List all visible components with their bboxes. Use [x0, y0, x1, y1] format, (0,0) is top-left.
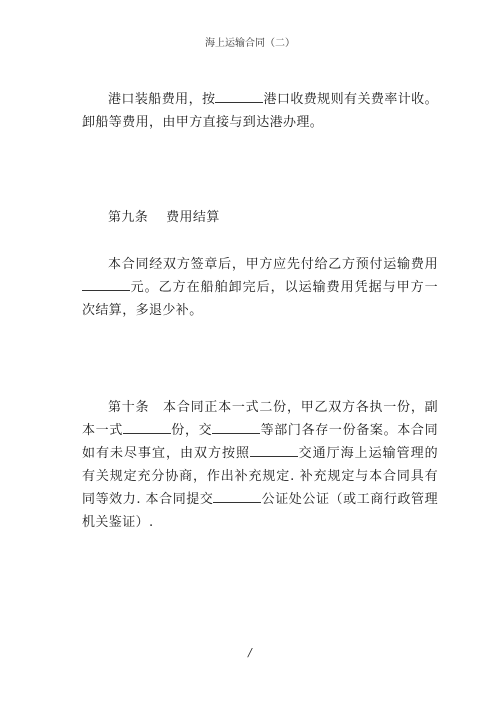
text-segment: 份，交: [171, 423, 213, 438]
paragraph-port-fees: [82, 88, 438, 134]
fill-blank: [123, 421, 171, 434]
paragraph-article-10: [82, 396, 438, 534]
text-segment: 公证处公证（或工商行政管理机关鉴证）.: [82, 492, 439, 530]
text-segment: 等部门各存一份备案。本合同如有未尽事宜，由双方按照: [82, 423, 439, 461]
fill-blank: [215, 90, 263, 103]
text-segment: 第十条 本合同正本一式二份，甲乙双方各执一份，副本一式: [82, 400, 438, 438]
text-segment: 港口收费规则有关费率计收。卸船等费用，由甲方直接与到达港办理。: [82, 92, 439, 130]
paragraph-settlement: [82, 253, 438, 322]
fill-blank: [82, 278, 130, 291]
fill-blank: [213, 490, 261, 503]
text-segment: 本合同经双方签章后，甲方应先付给乙方预付运输费用: [108, 257, 438, 272]
article-9-heading: 第九条 费用结算: [108, 210, 220, 225]
text-segment: 交通厅海上运输管理的有关规定充分协商，作出补充规定. 补充规定与本合同具有同等效力. 本合同提交: [82, 446, 438, 507]
text-segment: 元。乙方在船舶卸完后，以运输费用凭据与甲方一次结算，多退少补。: [82, 280, 438, 318]
fill-blank: [250, 444, 298, 457]
text-segment: 港口装船费用，按: [108, 92, 216, 107]
page-header: 海上运输合同（二）: [205, 38, 295, 49]
fill-blank: [212, 421, 260, 434]
page-number: /: [248, 646, 252, 659]
